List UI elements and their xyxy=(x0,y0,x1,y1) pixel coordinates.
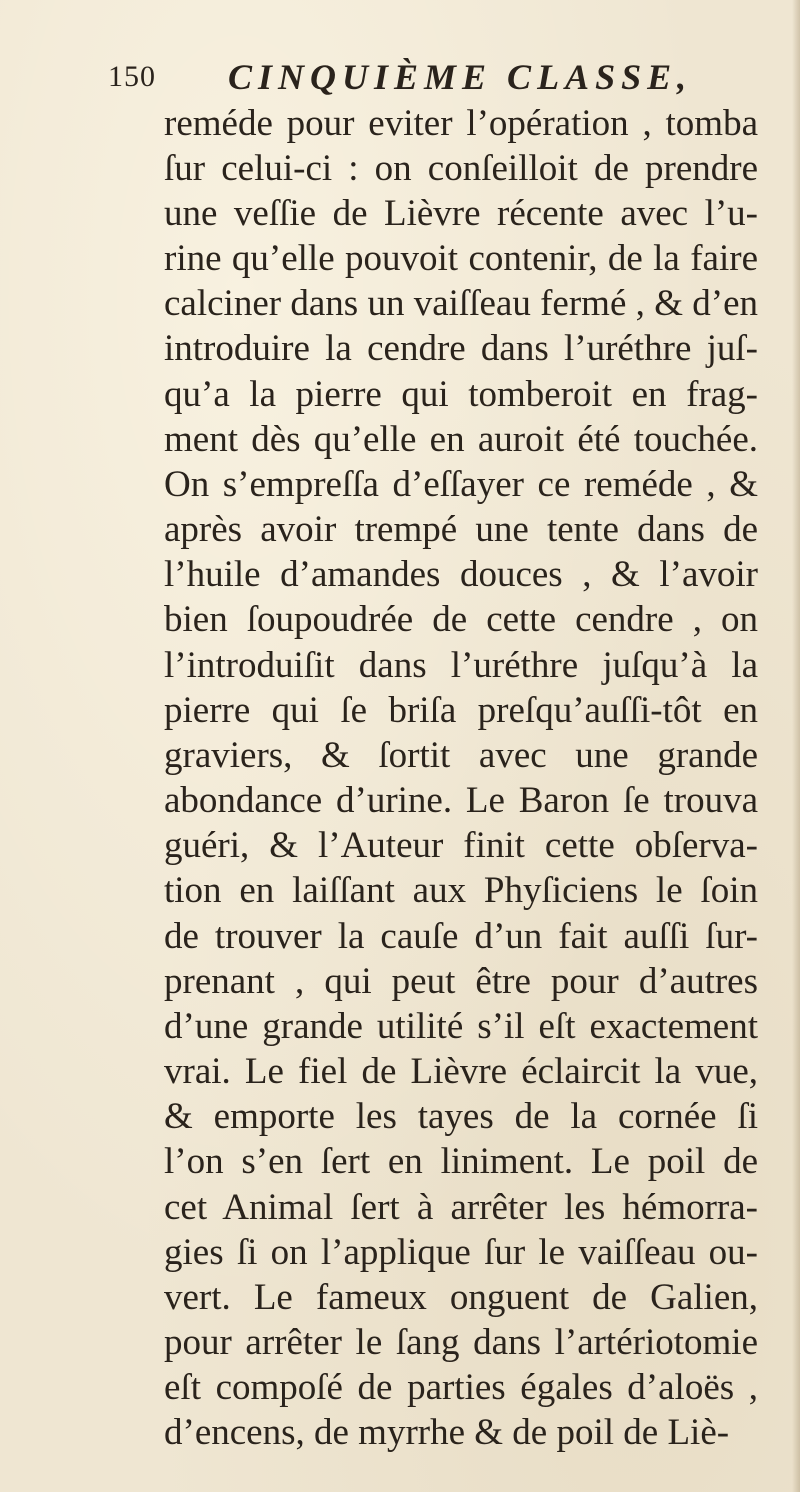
text-line: pierre qui ſe briſa preſqu’auſſi-tôt en xyxy=(164,690,758,731)
text-line: cet Animal ſert à arrêter les hémorra- xyxy=(164,1187,758,1228)
text-line: d’encens, de myrrhe & de poil de Liè- xyxy=(164,1412,730,1453)
text-line: d’une grande utilité s’il eſt exactement xyxy=(164,1006,758,1047)
text-line: l’introduiſit dans l’uréthre juſqu’à la xyxy=(164,645,758,686)
text-line: vrai. Le fiel de Lièvre éclaircit la vue, xyxy=(164,1051,758,1092)
text-line: vert. Le fameux onguent de Galien, xyxy=(164,1277,758,1318)
text-line: bien ſoupoudrée de cette cendre , on xyxy=(164,599,758,640)
text-line: de trouver la cauſe d’un fait auſſi ſur- xyxy=(164,916,758,957)
text-line: On s’empreſſa d’eſſayer ce reméde , & xyxy=(164,464,758,505)
text-line: ment dès qu’elle en auroit été touchée. xyxy=(164,419,758,460)
running-head: CINQUIÈME CLASSE, xyxy=(228,57,693,97)
text-line: reméde pour eviter l’opération , tomba xyxy=(164,103,758,144)
text-line: graviers, & ſortit avec une grande xyxy=(164,735,758,776)
text-line: gies ſi on l’applique ſur le vaiſſeau ou- xyxy=(164,1232,758,1273)
text-line: & emporte les tayes de la cornée ſi xyxy=(164,1096,758,1137)
text-line: l’on s’en ſert en liniment. Le poil de xyxy=(164,1141,758,1182)
text-line: eſt compoſé de parties égales d’aloës , xyxy=(164,1367,758,1408)
text-line: prenant , qui peut être pour d’autres xyxy=(164,961,758,1002)
text-line: l’huile d’amandes douces , & l’avoir xyxy=(164,554,758,595)
text-line: une veſſie de Lièvre récente avec l’u- xyxy=(164,193,758,234)
text-line: rine qu’elle pouvoit contenir, de la faire xyxy=(164,238,758,279)
text-line: calciner dans un vaiſſeau fermé , & d’en xyxy=(164,283,758,324)
text-line: pour arrêter le ſang dans l’artériotomie xyxy=(164,1322,758,1363)
text-line: après avoir trempé une tente dans de xyxy=(164,509,758,550)
text-line: qu’a la pierre qui tomberoit en frag- xyxy=(164,374,758,415)
page-number: 150 xyxy=(108,60,156,93)
text-line: guéri, & l’Auteur finit cette obſerva- xyxy=(164,825,758,866)
text-line: tion en laiſſant aux Phyſiciens le ſoin xyxy=(164,870,758,911)
text-line: introduire la cendre dans l’uréthre juſ- xyxy=(164,328,758,369)
text-line: abondance d’urine. Le Baron ſe trouva xyxy=(164,780,758,821)
text-line: ſur celui-ci : on conſeilloit de prendre xyxy=(164,148,758,189)
